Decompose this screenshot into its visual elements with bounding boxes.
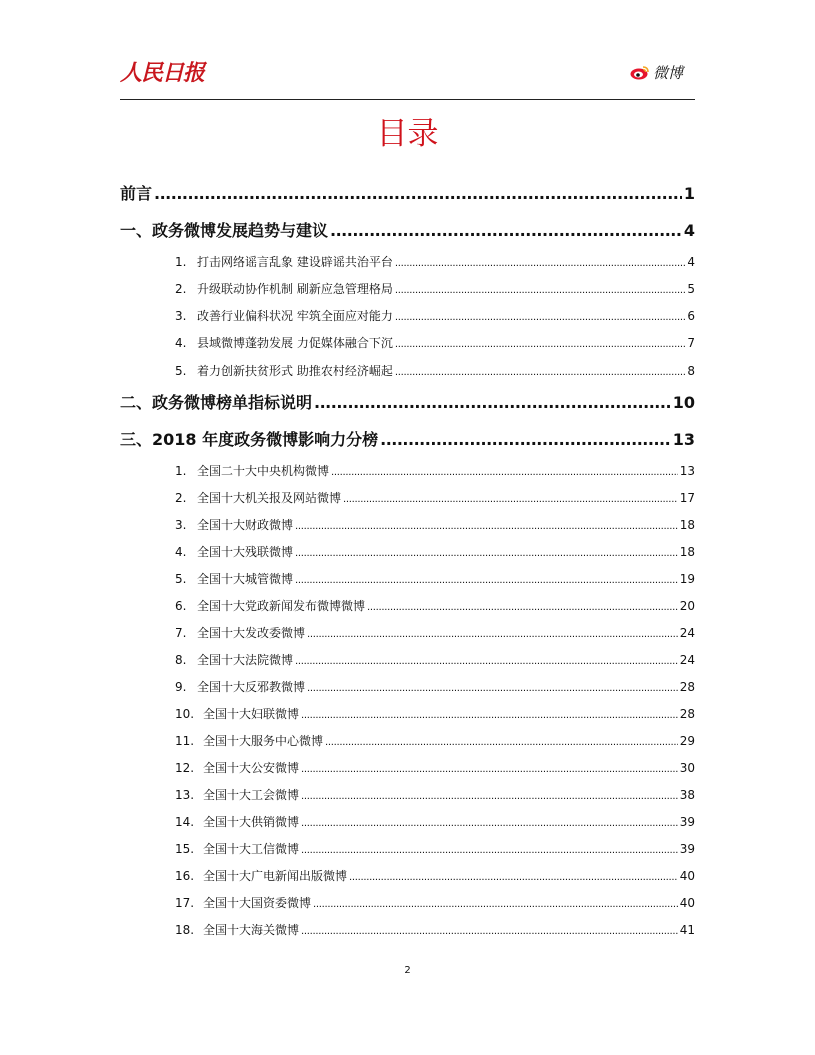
dot-leader <box>380 430 671 449</box>
toc-entry-label <box>175 786 299 803</box>
toc-entry-number: 5. <box>175 364 187 378</box>
toc-page-number: 41 <box>679 923 695 937</box>
toc-entry-text: 全国二十大中央机构微博 <box>197 464 330 478</box>
toc-subsection-entry[interactable] <box>175 570 695 587</box>
toc-entry-text: 全国十大海关微博 <box>203 923 300 937</box>
toc-page-number: 19 <box>679 572 695 586</box>
toc-entry-number: 6. <box>175 599 187 613</box>
toc-page-number: 13 <box>672 430 695 449</box>
toc-subsection-entry[interactable] <box>175 597 695 614</box>
toc-entry-number: 2. <box>175 282 187 296</box>
toc-entry-number: 1. <box>175 464 187 478</box>
toc-page-number: 39 <box>679 815 695 829</box>
dot-leader <box>295 521 678 532</box>
dot-leader <box>301 845 678 856</box>
header-divider <box>120 99 695 100</box>
toc-entry-text: 全国十大法院微博 <box>197 653 294 667</box>
toc-subsection-entry[interactable] <box>175 813 695 830</box>
toc-entry-label <box>175 543 293 560</box>
toc-entry-label <box>175 867 347 884</box>
dot-leader <box>154 184 682 203</box>
toc-entry-text: 全国十大妇联微博 <box>203 707 300 721</box>
dot-leader <box>395 339 686 350</box>
toc-subsection-entry[interactable] <box>175 516 695 533</box>
toc-entry-label <box>175 813 299 830</box>
toc-entry-label: 二、政务微博榜单指标说明 <box>120 393 313 412</box>
dot-leader <box>301 764 678 775</box>
dot-leader <box>307 629 678 640</box>
toc-entry-number: 3. <box>175 309 187 323</box>
toc-entry-number: 16. <box>175 869 195 883</box>
dot-leader <box>301 926 678 937</box>
toc-page-number: 38 <box>679 788 695 802</box>
toc-subsection-entry[interactable] <box>175 280 695 297</box>
toc-entry-text: 改善行业偏科状况 牢筑全面应对能力 <box>197 309 393 323</box>
toc-subsection-entry[interactable] <box>175 362 695 379</box>
toc-subsection-entry[interactable] <box>175 489 695 506</box>
toc-subsection-entry[interactable] <box>175 651 695 668</box>
toc-section-entry[interactable] <box>120 427 695 450</box>
toc-entry-label <box>175 624 305 641</box>
toc-subsection-entry[interactable] <box>175 678 695 695</box>
toc-page-number: 30 <box>679 761 695 775</box>
people-daily-logo: 人民日报 <box>120 60 205 86</box>
toc-entry-label <box>175 732 323 749</box>
toc-page-number: 1 <box>683 184 695 203</box>
toc-entry-number: 2. <box>175 491 187 505</box>
toc-entry-text: 全国十大机关报及网站微博 <box>197 491 342 505</box>
toc-entry-text: 着力创新扶贫形式 助推农村经济崛起 <box>197 364 393 378</box>
toc-subsection-entry[interactable] <box>175 334 695 351</box>
toc-entry-label <box>175 705 299 722</box>
toc-page-number: 24 <box>679 653 695 667</box>
toc-page-number: 40 <box>679 896 695 910</box>
dot-leader <box>395 312 686 323</box>
toc-entry-label <box>175 280 393 297</box>
dot-leader <box>325 737 678 748</box>
toc-entry-label <box>175 570 293 587</box>
toc-entry-text: 升级联动协作机制 刷新应急管理格局 <box>197 282 393 296</box>
toc-subsection-entry[interactable] <box>175 759 695 776</box>
dot-leader <box>367 602 678 613</box>
toc-section-entry[interactable] <box>120 218 695 241</box>
toc-entry-text: 全国十大国资委微博 <box>203 896 312 910</box>
dot-leader <box>314 393 671 412</box>
toc-entry-text: 全国十大反邪教微博 <box>197 680 306 694</box>
toc-entry-label: 三、2018 年度政务微博影响力分榜 <box>120 430 379 449</box>
toc-subsection-entry[interactable] <box>175 867 695 884</box>
toc-entry-text: 全国十大城管微博 <box>197 572 294 586</box>
toc-entry-number: 14. <box>175 815 195 829</box>
toc-entry-text: 全国十大工信微博 <box>203 842 300 856</box>
toc-title: 目录 <box>376 116 439 152</box>
toc-entry-number: 10. <box>175 707 195 721</box>
toc-entry-text: 全国十大党政新闻发布微博微博 <box>197 599 366 613</box>
toc-entry-label <box>175 651 293 668</box>
toc-entry-number: 5. <box>175 572 187 586</box>
dot-leader <box>349 872 678 883</box>
toc-subsection-entry[interactable] <box>175 307 695 324</box>
toc-page-number: 5 <box>687 282 695 296</box>
toc-entry-label <box>175 489 341 506</box>
toc-section-entry[interactable] <box>120 390 695 413</box>
toc-entry-number: 15. <box>175 842 195 856</box>
toc-entry-label <box>175 894 311 911</box>
toc-entry-number: 7. <box>175 626 187 640</box>
toc-page-number: 24 <box>679 626 695 640</box>
toc-entry-text: 全国十大服务中心微博 <box>203 734 324 748</box>
toc-entry-number: 3. <box>175 518 187 532</box>
toc-entry-text: 全国十大财政微博 <box>197 518 294 532</box>
toc-section-entry[interactable] <box>120 181 695 204</box>
toc-page-number: 4 <box>683 221 695 240</box>
toc-subsection-entry[interactable] <box>175 921 695 938</box>
toc-entry-number: 17. <box>175 896 195 910</box>
toc-page-number: 7 <box>687 336 695 350</box>
toc-entry-text: 全国十大工会微博 <box>203 788 300 802</box>
toc-subsection-entry[interactable] <box>175 543 695 560</box>
weibo-eye-icon <box>630 65 650 80</box>
toc-entry-text: 全国十大发改委微博 <box>197 626 306 640</box>
toc-page-number: 6 <box>687 309 695 323</box>
toc-subsection-entry[interactable] <box>175 705 695 722</box>
toc-entry-label <box>175 516 293 533</box>
dot-leader <box>330 221 682 240</box>
toc-page-number: 20 <box>679 599 695 613</box>
toc-page-number: 40 <box>679 869 695 883</box>
toc-entry-number: 4. <box>175 336 187 350</box>
toc-page-number: 8 <box>687 364 695 378</box>
toc-page-number: 13 <box>679 464 695 478</box>
toc-entry-number: 13. <box>175 788 195 802</box>
toc-subsection-entry[interactable] <box>175 462 695 479</box>
dot-leader <box>295 656 678 667</box>
toc-entry-text: 全国十大广电新闻出版微博 <box>203 869 348 883</box>
dot-leader <box>301 818 678 829</box>
dot-leader <box>301 710 678 721</box>
toc-page-number: 28 <box>679 707 695 721</box>
dot-leader <box>395 258 686 269</box>
toc-entry-label <box>175 362 393 379</box>
toc-page-number: 29 <box>679 734 695 748</box>
toc-entry-label <box>175 307 393 324</box>
toc-entry-label: 一、政务微博发展趋势与建议 <box>120 221 329 240</box>
toc-entry-number: 9. <box>175 680 187 694</box>
dot-leader <box>343 494 678 505</box>
toc-entry-label <box>175 921 299 938</box>
toc-entry-label <box>175 840 299 857</box>
toc-entry-text: 打击网络谣言乱象 建设辟谣共治平台 <box>197 255 393 269</box>
toc-entry-label <box>175 253 393 270</box>
toc-entry-text: 县域微博蓬勃发展 力促媒体融合下沉 <box>197 336 393 350</box>
toc-page-number: 18 <box>679 518 695 532</box>
toc-subsection-entry[interactable] <box>175 624 695 641</box>
toc-page-number: 4 <box>687 255 695 269</box>
page-number: 2 <box>404 965 411 976</box>
toc-subsection-entry[interactable] <box>175 786 695 803</box>
dot-leader <box>313 899 678 910</box>
toc-entry-label <box>175 759 299 776</box>
toc-subsection-entry[interactable] <box>175 894 695 911</box>
toc-page-number: 39 <box>679 842 695 856</box>
toc-entry-number: 1. <box>175 255 187 269</box>
dot-leader <box>331 467 678 478</box>
toc-subsection-entry[interactable] <box>175 840 695 857</box>
dot-leader <box>395 367 686 378</box>
dot-leader <box>307 683 678 694</box>
toc-page-number: 17 <box>679 491 695 505</box>
toc-subsection-entry[interactable] <box>175 253 695 270</box>
dot-leader <box>295 548 678 559</box>
toc-entry-text: 全国十大公安微博 <box>203 761 300 775</box>
toc-entry-number: 11. <box>175 734 195 748</box>
toc-page-number: 10 <box>672 393 695 412</box>
weibo-logo-text: 微博 <box>653 64 684 82</box>
toc-entry-number: 4. <box>175 545 187 559</box>
toc-entry-label <box>175 678 305 695</box>
dot-leader <box>395 285 686 296</box>
toc-entry-label <box>175 462 329 479</box>
dot-leader <box>301 791 678 802</box>
toc-page-number: 28 <box>679 680 695 694</box>
toc-subsection-entry[interactable] <box>175 732 695 749</box>
weibo-logo <box>630 62 683 83</box>
toc-entry-label <box>175 334 393 351</box>
toc-entry-number: 18. <box>175 923 195 937</box>
toc-page-number: 18 <box>679 545 695 559</box>
toc-entry-label: 前言 <box>120 184 153 203</box>
toc-entry-number: 12. <box>175 761 195 775</box>
toc-entry-label <box>175 597 365 614</box>
toc-entry-text: 全国十大残联微博 <box>197 545 294 559</box>
toc-entry-number: 8. <box>175 653 187 667</box>
dot-leader <box>295 575 678 586</box>
toc-entry-text: 全国十大供销微博 <box>203 815 300 829</box>
